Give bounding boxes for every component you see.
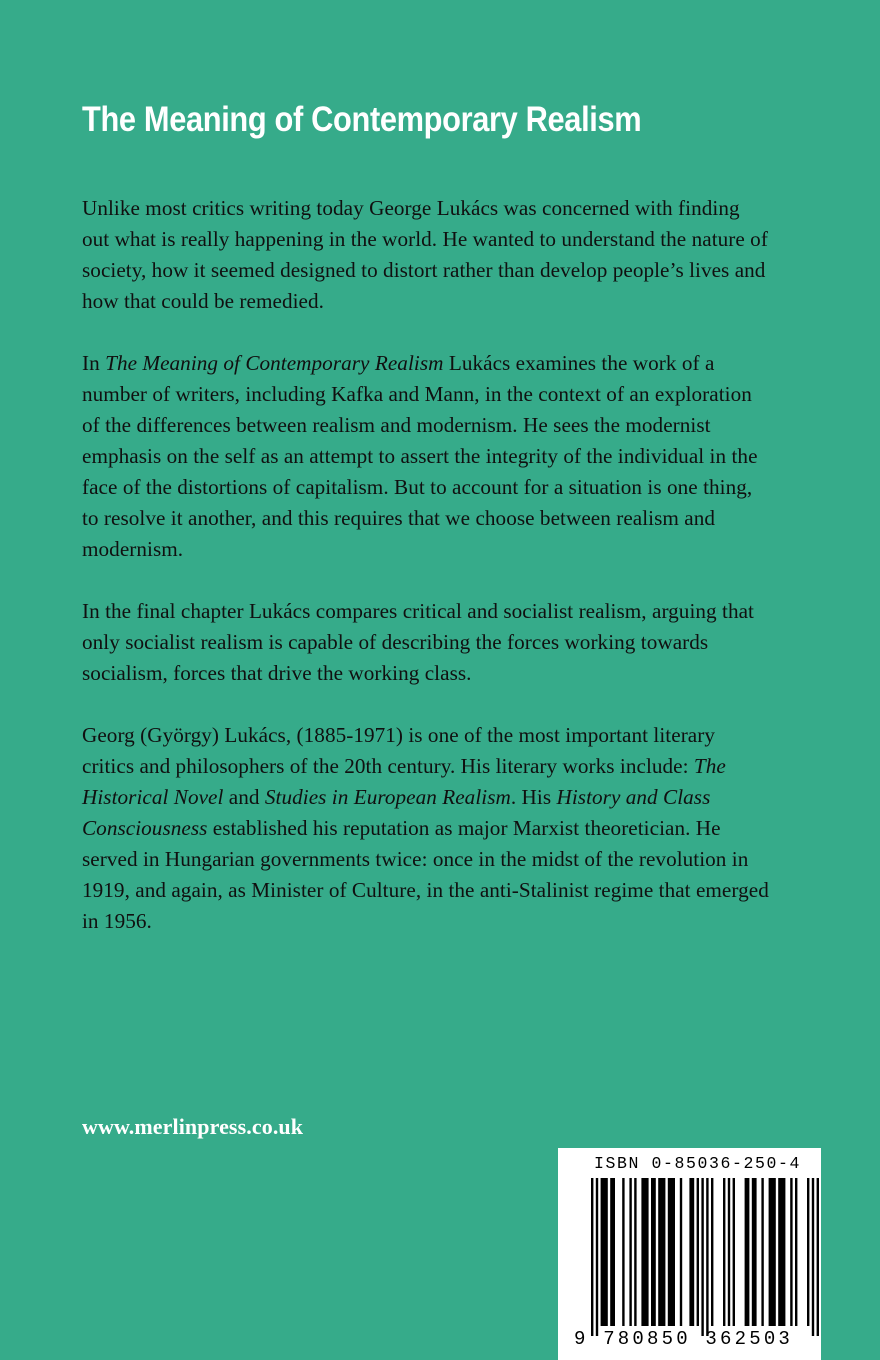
bio-part-2: and bbox=[223, 785, 265, 809]
barcode-bar bbox=[752, 1178, 757, 1326]
author-bio bbox=[82, 720, 772, 937]
ean-digits: 9 780850 362503 bbox=[574, 1328, 794, 1350]
barcode-panel bbox=[558, 1148, 821, 1360]
barcode-bar bbox=[658, 1178, 665, 1326]
blurb-paragraph-2 bbox=[82, 348, 772, 565]
p2-rest: Lukács examines the work of a number of writers, including Kafka and Mann, in the context of an exploration of the differences between realism and modernism. He sees the modernist emphasis on the self as an attempt to assert the integrity of the individual in the face of the distortions of capitalism. But to account for a situation is one thing, to resolve it another, and this requires that we choose between realism and modernism. bbox=[82, 351, 758, 561]
barcode-bar bbox=[697, 1178, 699, 1326]
barcode-bar bbox=[728, 1178, 730, 1326]
bio-title-history-class: History and Class Consciousness bbox=[82, 785, 711, 840]
barcode-bar bbox=[634, 1178, 636, 1326]
barcode-bar bbox=[689, 1178, 694, 1326]
barcode-bar bbox=[651, 1178, 656, 1326]
barcode-bar bbox=[641, 1178, 648, 1326]
barcode-guard-bar bbox=[812, 1178, 814, 1336]
barcode-bar bbox=[790, 1178, 792, 1326]
bio-title-studies: Studies in European Realism bbox=[264, 785, 511, 809]
bio-part-3: . His bbox=[510, 785, 557, 809]
barcode-guard-bar bbox=[706, 1178, 708, 1336]
barcode-bar bbox=[795, 1178, 797, 1326]
barcode-bar bbox=[769, 1178, 776, 1326]
barcode-bar bbox=[610, 1178, 615, 1326]
blurb-paragraph-1: Unlike most critics writing today George Lukács was concerned with finding out what is really happening in the world. He wanted to understand the nature of society, how it seemed designed to distort rather than develop people’s lives and how that could be remedied. bbox=[82, 196, 768, 313]
barcode-bar bbox=[668, 1178, 675, 1326]
barcode-bar bbox=[711, 1178, 713, 1326]
book-title: The Meaning of Contemporary Realism bbox=[82, 100, 642, 139]
blurb bbox=[82, 193, 772, 968]
barcode-guard-bar bbox=[701, 1178, 703, 1336]
blurb-paragraph-3: In the final chapter Lukács compares critical and socialist realism, arguing that only socialist realism is capable of describing the forces working towards socialism, forces that drive the working class. bbox=[82, 599, 754, 685]
publisher-website: www.merlinpress.co.uk bbox=[82, 1114, 304, 1139]
p2-book-title: The Meaning of Contemporary Realism bbox=[105, 351, 444, 375]
barcode-bar bbox=[807, 1178, 809, 1326]
bio-part-4: established his reputation as major Marxist theoretician. He served in Hungarian governments twice: once in the midst of the revolution in 1919, and again, as Minister of Culture, in the anti-Stalinist regime that emerged in 1956. bbox=[82, 816, 769, 933]
barcode-guard-bar bbox=[596, 1178, 598, 1336]
barcode-guard-bar bbox=[591, 1178, 593, 1336]
barcode-bar bbox=[733, 1178, 735, 1326]
bio-title-historical-novel: The Historical Novel bbox=[82, 754, 726, 809]
barcode-bar bbox=[745, 1178, 750, 1326]
barcode-bar bbox=[680, 1178, 682, 1326]
p2-lead: In bbox=[82, 351, 106, 375]
barcode-guard-bar bbox=[817, 1178, 819, 1336]
barcode-bar bbox=[601, 1178, 608, 1326]
barcode-bar bbox=[629, 1178, 631, 1326]
barcode-bar bbox=[761, 1178, 763, 1326]
barcode-bar bbox=[723, 1178, 725, 1326]
barcode-bar bbox=[622, 1178, 624, 1326]
bio-part-1: Georg (György) Lukács, (1885-1971) is one of the most important literary critics and philosophers of the 20th century. His literary works include: bbox=[82, 723, 716, 778]
isbn-label: ISBN 0-85036-250-4 bbox=[594, 1154, 802, 1173]
barcode-bar bbox=[778, 1178, 785, 1326]
